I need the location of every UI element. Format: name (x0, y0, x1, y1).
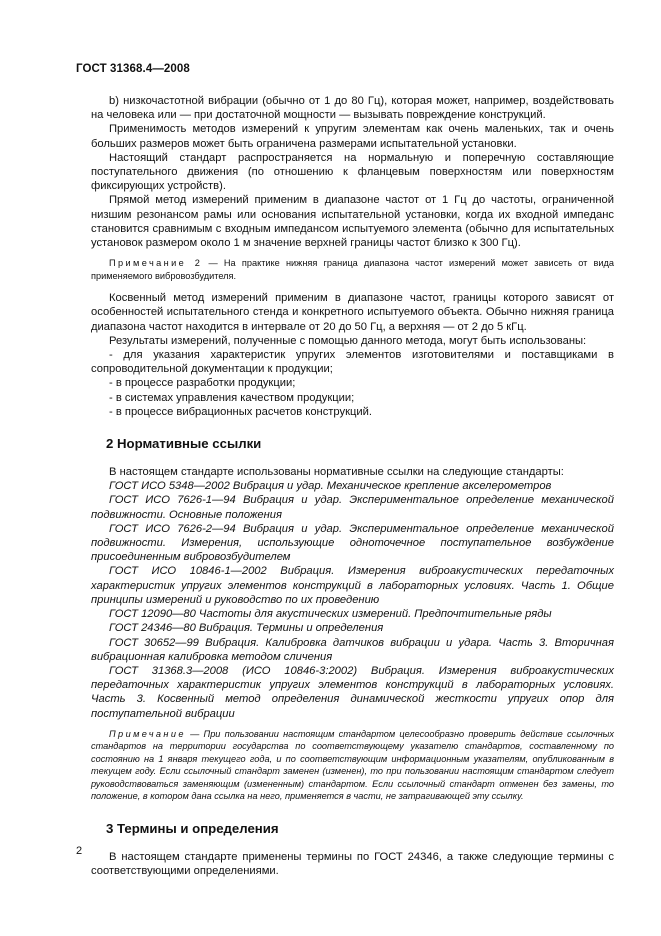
reference-item: ГОСТ ИСО 7626-2—94 Вибрация и удар. Экспериментальное определение механической подвижности. Измерения, использующие одноточечное поступательное возбуждение присоединенным вибровозбудителем (91, 522, 614, 564)
list-item: - в системах управления качеством продукции; (109, 391, 355, 404)
list-item: - в процессе разработки продукции; (109, 377, 296, 390)
references-note (91, 728, 614, 803)
section-2-heading: 2 Нормативные ссылки (106, 436, 262, 452)
note-2-lead: Примечание 2 (109, 258, 203, 269)
paragraph: Косвенный метод измерений применим в диапазоне частот, границы которого зависят от особенностей испытательного стенда и конкретного испытуемого объекта. Обычно нижняя граница диапазона частот находится в интервале от 20 до 50 Гц, а верхняя — от 2 до 5 кГц. (91, 292, 614, 333)
list-item: - в процессе вибрационных расчетов конструкций. (109, 405, 373, 418)
reference-item: ГОСТ 24346—80 Вибрация. Термины и определения (109, 622, 384, 635)
note-2-text: — На практике нижняя граница диапазона частот измерений может зависеть от вида применяемого вибровозбудителя. (91, 258, 615, 281)
reference-item: ГОСТ ИСО 5348—2002 Вибрация и удар. Механическое крепление акселерометров (109, 480, 552, 493)
paragraph: Применимость методов измерений к упругим элементам как очень маленьких, так и очень больших размеров может быть ограничена размерами испытательной установки. (91, 123, 614, 150)
reference-item: ГОСТ 12090—80 Частоты для акустических измерений. Предпочтительные ряды (109, 608, 552, 621)
reference-item: ГОСТ ИСО 10846-1—2002 Вибрация. Измерения виброакустических передаточных характеристик упругих элементов конструкций в лабораторных условиях. Часть 1. Общие принципы измерений и руководство по их проведению (91, 565, 614, 606)
section-3-heading: 3 Термины и определения (106, 820, 279, 836)
note-2 (91, 257, 614, 282)
references-note-lead: Примечание (109, 728, 186, 739)
paragraph: Результаты измерений, полученные с помощью данного метода, могут быть использованы: (109, 334, 587, 347)
list-item: - для указания характеристик упругих элементов изготовителями и поставщиками в сопроводительной документации к продукции; (91, 349, 614, 376)
paragraph: В настоящем стандарте использованы нормативные ссылки на следующие стандарты: (109, 466, 564, 479)
page-content (91, 94, 614, 878)
page-header-doc-id: ГОСТ 31368.4—2008 (76, 63, 190, 75)
paragraph: Настоящий стандарт распространяется на нормальную и поперечную составляющие поступательного движения (по отношению к фланцевым поверхностям или поверхностям фиксирующих устройств). (91, 151, 614, 193)
paragraph: Прямой метод измерений применим в диапазоне частот от 1 Гц до частоты, ограниченной низшим резонансом рамы или основания испытательной установки, когда их входной импеданс становится сравнимым с входным импедансом испытуемого элемента (обычно для испытательных установок размером около 1 м значение верхней границы частот близко к 300 Гц). (91, 194, 614, 250)
reference-item: ГОСТ ИСО 7626-1—94 Вибрация и удар. Экспериментальное определение механической подвижности. Основные положения (91, 494, 614, 521)
paragraph: В настоящем стандарте применены термины по ГОСТ 24346, а также следующие термины с соответствующими определениями. (91, 850, 614, 877)
list-item-b: b) низкочастотной вибрации (обычно от 1 до 80 Гц), которая может, например, воздействовать на человека или — при достаточной мощности — вызывать повреждение конструкций. (91, 95, 614, 122)
reference-item: ГОСТ 31368.3—2008 (ИСО 10846-3:2002) Вибрация. Измерения виброакустических передаточных характеристик упругих элементов конструкций в лабораторных условиях. Часть 3. Косвенный метод определения динамической жесткости упругих опор для поступательной вибрации (91, 664, 614, 720)
page-number: 2 (76, 845, 83, 857)
references-note-text: — При пользовании настоящим стандартом целесообразно проверить действие ссылочных стандартов на территории государства по соответствующему указателю стандартов, составленному по состоянию на 1 января текущего года, и по соответствующим информационным указателям, опубликованным в текущем году. Если ссылочный стандарт заменен (изменен), то при пользовании настоящим стандартом следует руководствоваться заменяющим (измененным) стандартом. Если ссылочный стандарт отменен без замены, то положение, в котором дана ссылка на него, применяется в части, не затрагивающей эту ссылку. (91, 728, 614, 802)
reference-item: ГОСТ 30652—99 Вибрация. Калибровка датчиков вибрации и удара. Часть 3. Вторичная вибрационная калибровка методом сличения (91, 636, 614, 663)
